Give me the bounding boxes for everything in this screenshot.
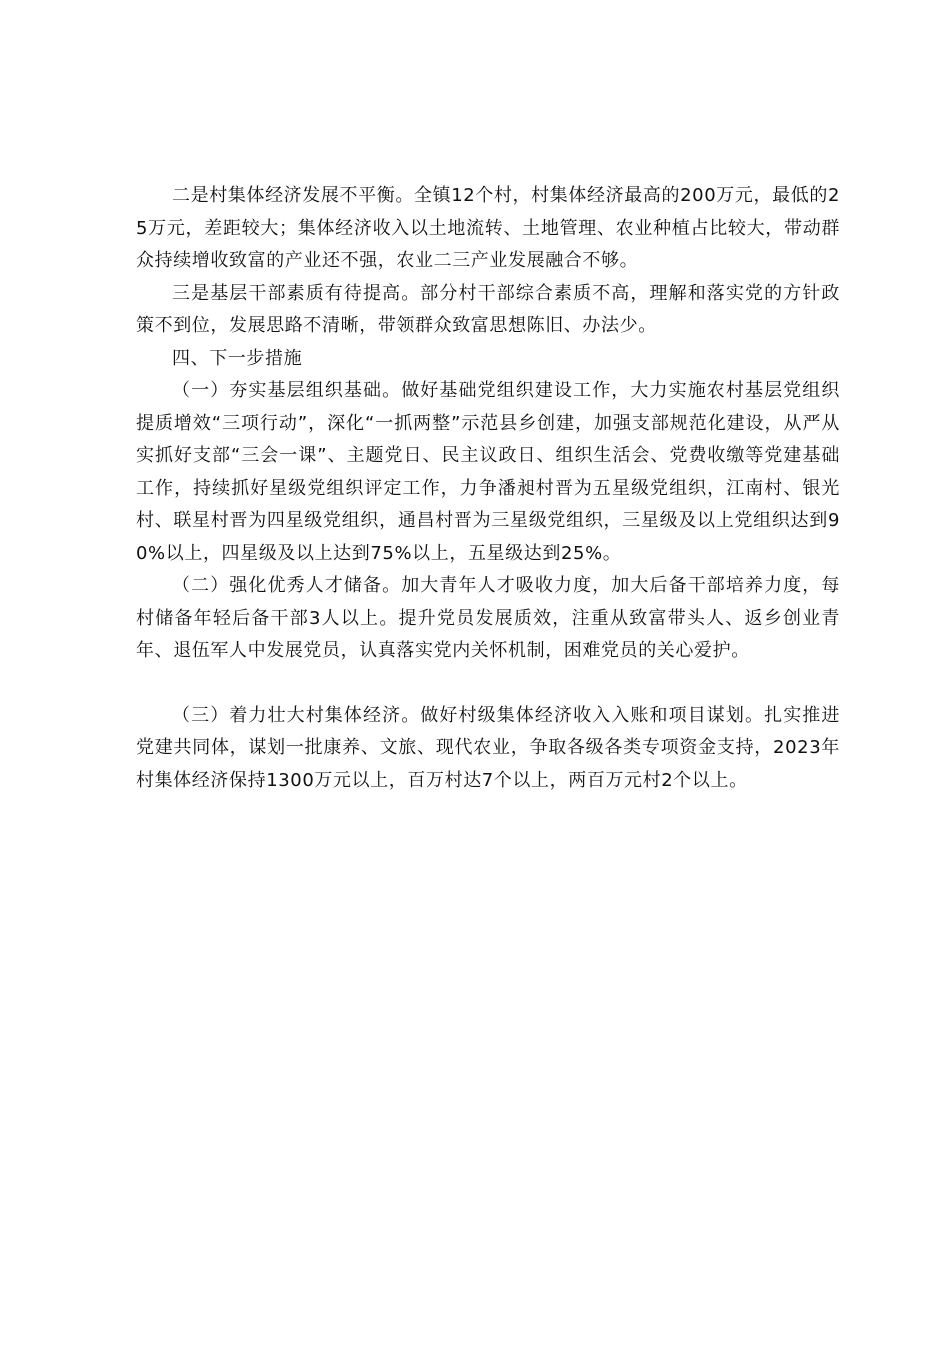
- paragraph-talent-reserve: （二）强化优秀人才储备。加大青年人才吸收力度，加大后备干部培养力度，每村储备年轻后备干部3人以上。提升党员发展质效，注重从致富带头人、返乡创业青年、退伍军人中发展党员，认真落实党内关怀机制，困难党员的关心爱护。: [136, 575, 840, 661]
- paragraph-grassroots-organization: （一）夯实基层组织基础。做好基础党组织建设工作，大力实施农村基层党组织提质增效“三项行动”，深化“一抓两整”示范县乡创建，加强支部规范化建设，从严从实抓好支部“三会一课”、主题党日、民主议政日、组织生活会、党费收缴等党建基础工作，持续抓好星级党组织评定工作，力争潘昶村晋为五星级党组织，江南村、银光村、联星村晋为四星级党组织，通昌村晋为三星级党组织，三星级及以上党组织达到90%以上，四星级及以上达到75%以上，五星级达到25%。: [136, 380, 840, 564]
- paragraph-collective-economy: （三）着力壮大村集体经济。做好村级集体经济收入入账和项目谋划。扎实推进党建共同体，谋划一批康养、文旅、现代农业，争取各级各类专项资金支持，2023年村集体经济保持1300万元以上，百万村达7个以上，两百万元村2个以上。: [136, 704, 840, 791]
- paragraph-cadre-quality: 三是基层干部素质有待提高。部分村干部综合素质不高，理解和落实党的方针政策不到位，发展思路不清晰，带领群众致富思想陈旧、办法少。: [136, 282, 840, 336]
- section-heading-next-steps: 四、下一步措施: [172, 347, 303, 369]
- paragraph-village-economy-imbalance: 二是村集体经济发展不平衡。全镇12个村，村集体经济最高的200万元，最低的25万元，差距较大；集体经济收入以土地流转、土地管理、农业种植占比较大，带动群众持续增收致富的产业还不强，农业二三产业发展融合不够。: [136, 185, 840, 271]
- document-body: [136, 180, 840, 797]
